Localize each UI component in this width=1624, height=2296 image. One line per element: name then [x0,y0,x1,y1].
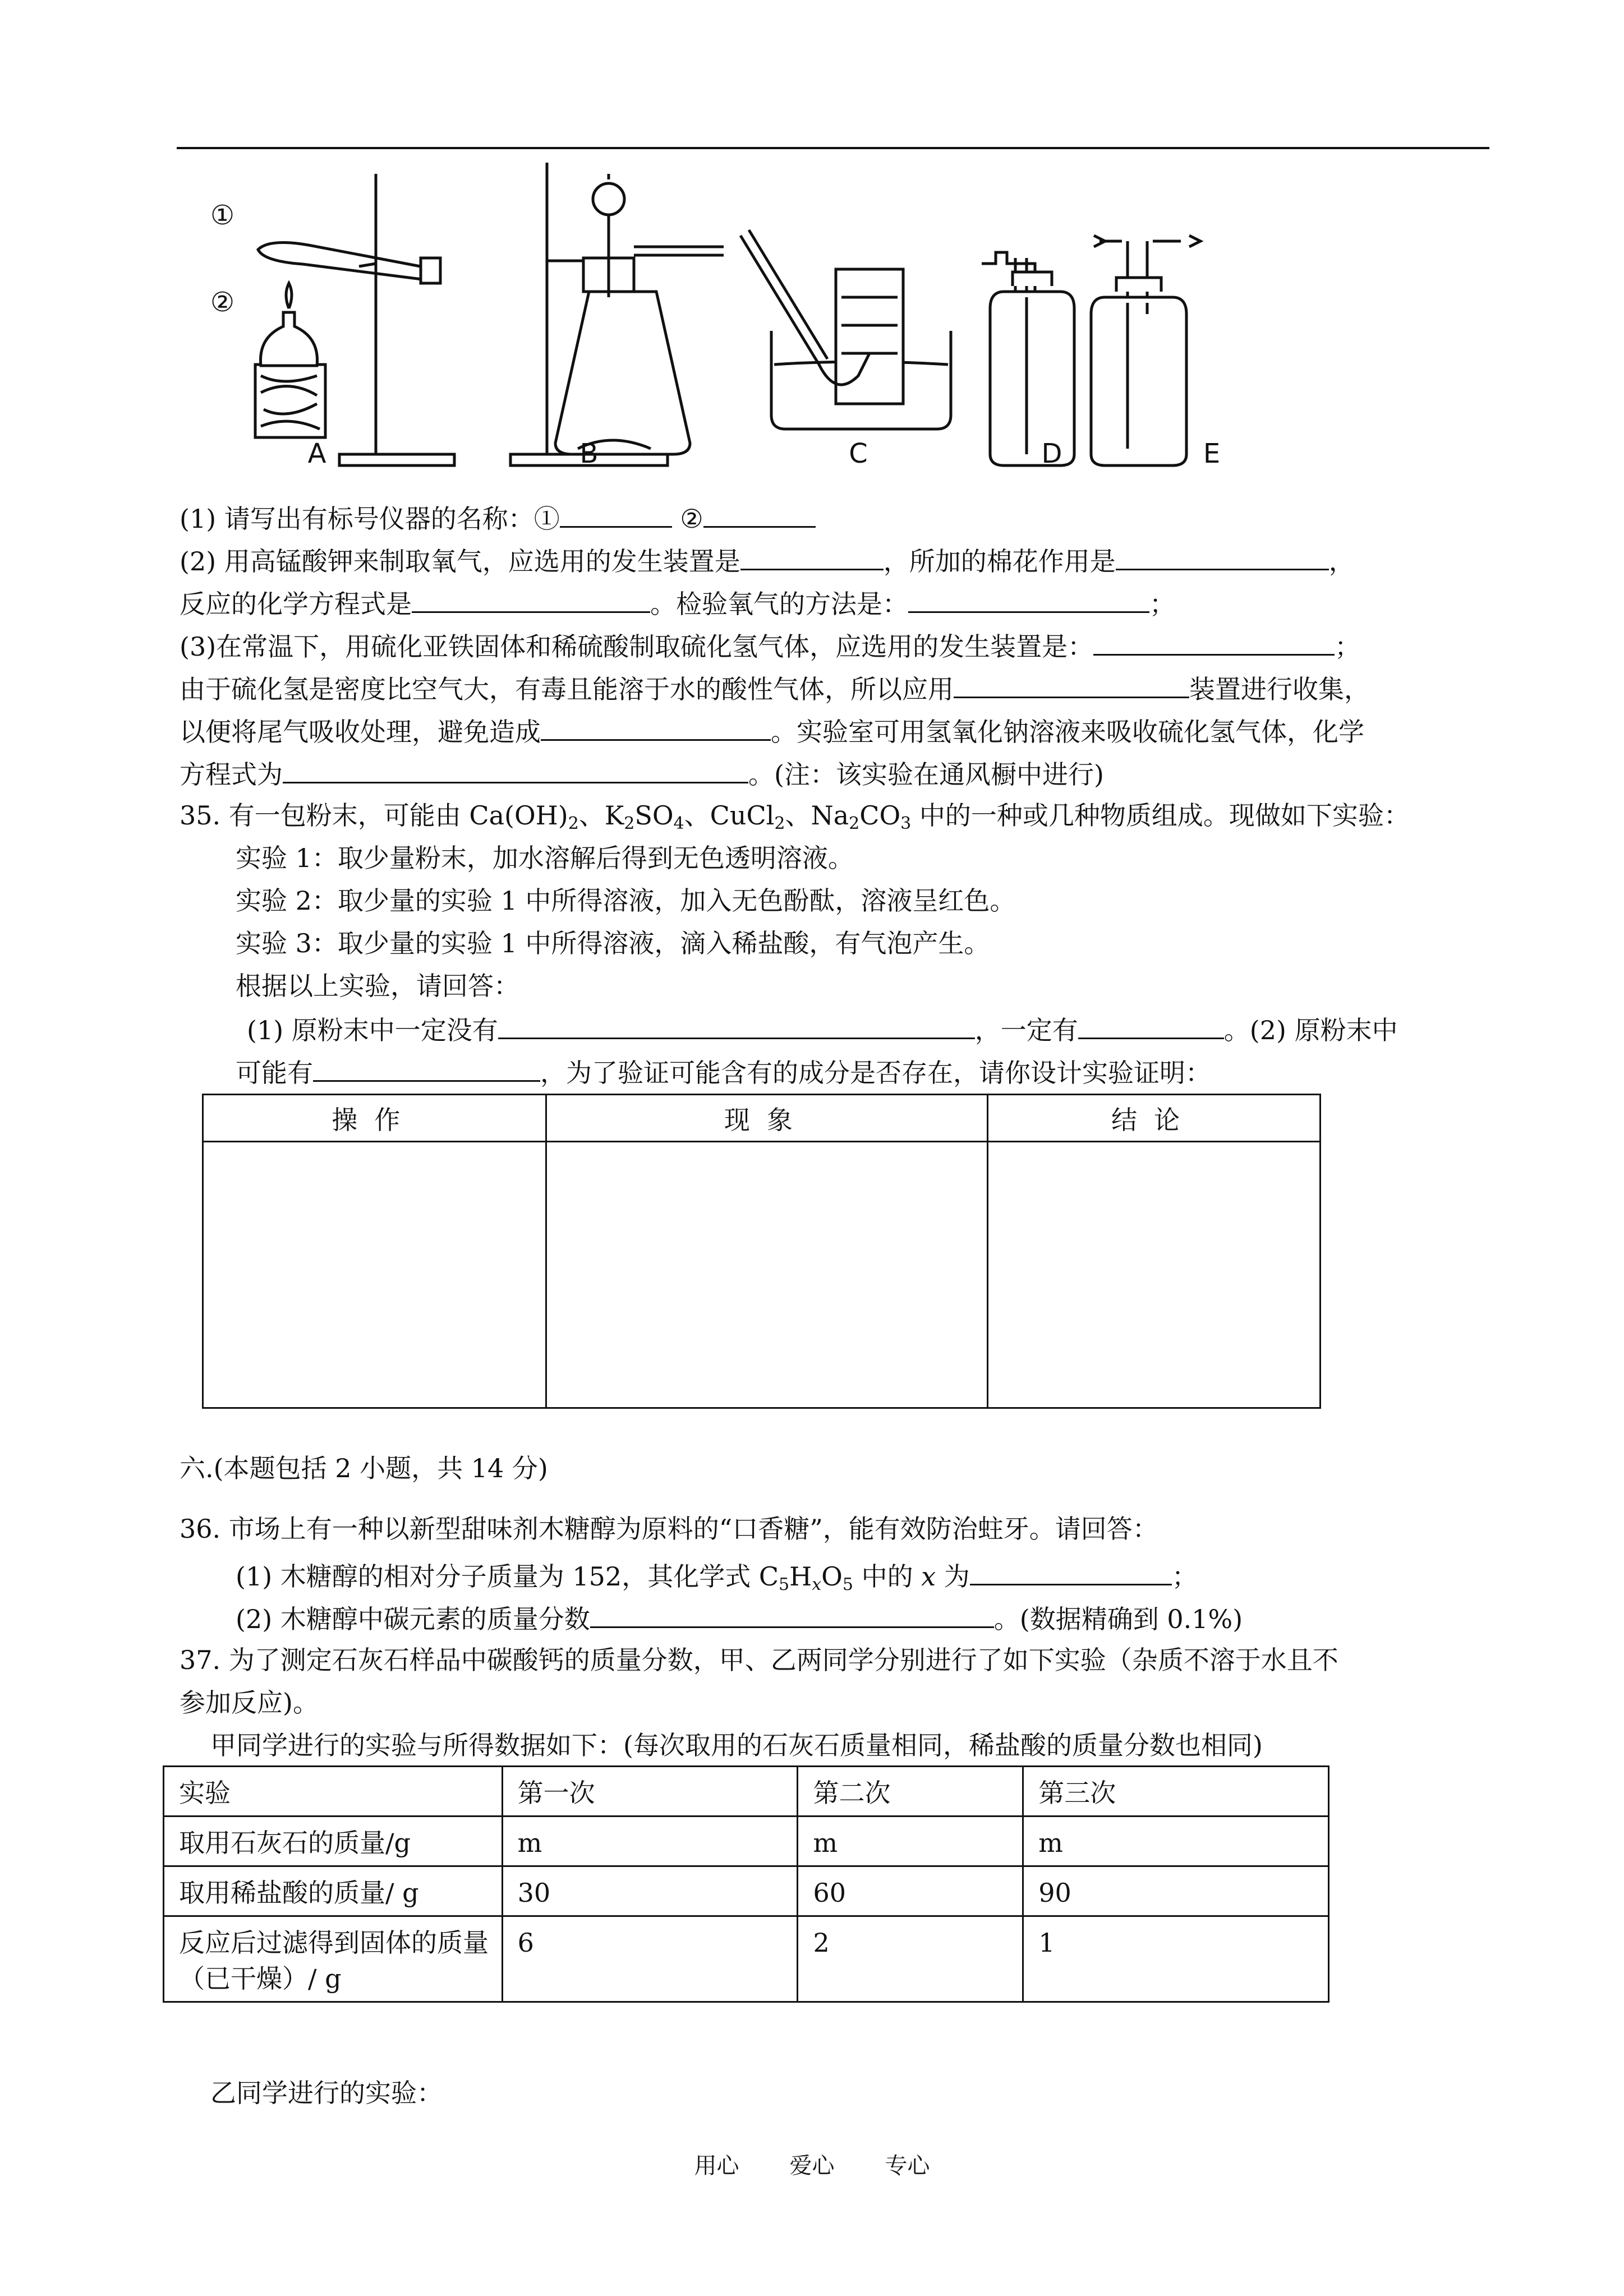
answer-blank[interactable] [412,584,650,613]
header-third: 第三次 [1023,1767,1329,1816]
answer-blank[interactable] [1116,542,1329,570]
answer-blank[interactable] [703,499,816,528]
answer-blank[interactable] [498,1011,975,1039]
cell-conclusion-input[interactable] [988,1142,1321,1408]
table-cell: 60 [798,1866,1023,1916]
footer-word: 用心 [694,2153,739,2179]
q34-part3-line2: 由于硫化氢是密度比空气大，有毒且能溶于水的酸性气体，所以应用 装置进行收集， [180,670,1370,707]
q35-exp2: 实验 2：取少量的实验 1 中所得溶液，加入无色酚酞，溶液呈红色。 [236,886,1016,916]
q37-stem-line1: 37. 为了测定石灰石样品中碳酸钙的质量分数，甲、乙两同学分别进行了如下实验（杂质不溶于水且不 [180,1645,1338,1675]
answer-blank[interactable] [1093,627,1335,656]
answer-blank[interactable] [740,542,884,570]
row-label: 取用石灰石的质量/g [164,1816,503,1866]
q35-exp3: 实验 3：取少量的实验 1 中所得溶液，滴入稀盐酸，有气泡产生。 [236,928,990,958]
table-row [164,1767,1329,1816]
q36-stem: 36. 市场上有一种以新型甜味剂木糖醇为原料的“口香糖”，能有效防治蛀牙。请回答： [180,1514,1158,1544]
q35-answer-line2: 可能有 ，为了验证可能含有的成分是否存在，请你设计实验证明： [236,1053,1211,1091]
marker-2: ② [210,287,235,318]
table-cell: 2 [798,1916,1023,2002]
table-cell: m [798,1816,1023,1866]
cell-phenomenon-input[interactable] [546,1142,988,1408]
apparatus-d [982,252,1074,465]
apparatus-e [1091,236,1200,465]
answer-blank[interactable] [313,1053,540,1082]
q37-yi-intro: 乙同学进行的实验： [210,2078,443,2108]
table-cell: m [1023,1816,1329,1866]
q37-stem-line2: 参加反应)。 [180,1688,319,1718]
label-c: C [849,438,868,469]
q36-part1: (1) 木糖醇的相对分子质量为 152，其化学式 $C_5H_xO_5$ 中的 x 为 ； [236,1557,1198,1603]
table-cell: 6 [502,1916,798,2002]
answer-blank[interactable] [970,1557,1172,1585]
table-cell: m [502,1816,798,1866]
answer-blank[interactable] [908,584,1149,613]
q35-stem: 35. 有一包粉末，可能由 $Ca(OH)_2$、$K_2SO_4$、CuCl$_2$、$Na_2CO_3$ 中的一种或几种物质组成。现做如下实验： [180,800,1410,833]
table-row [203,1142,1321,1408]
label-a: A [307,438,326,469]
table-cell: 30 [502,1866,798,1916]
header-conclusion: 结论 [988,1095,1321,1142]
apparatus-figure [196,157,1262,482]
table-row [164,1916,1329,2002]
table-cell: 1 [1023,1916,1329,2002]
apparatus-c [740,230,951,429]
apparatus-a [255,174,454,465]
header-operation: 操作 [203,1095,546,1142]
answer-blank[interactable] [590,1599,994,1628]
footer-word: 爱心 [789,2153,835,2179]
header-second: 第二次 [798,1767,1023,1816]
section-6-heading: 六.(本题包括 2 小题，共 14 分) [180,1453,548,1483]
q34-part3-line1: (3)在常温下，用硫化亚铁固体和稀硫酸制取硫化氢气体，应选用的发生装置是： ； [180,627,1360,665]
table-row [164,1866,1329,1916]
q37-data-table [163,1765,1329,2003]
answer-blank[interactable] [954,670,1189,698]
label-b: B [579,438,599,469]
q35-exp1: 实验 1：取少量粉末，加水溶解后得到无色透明溶液。 [236,843,854,873]
answer-blank[interactable] [1078,1011,1224,1039]
q36-part2: (2) 木糖醇中碳元素的质量分数 。(数据精确到 0.1%) [236,1599,1243,1637]
header-first: 第一次 [502,1767,798,1816]
table-row [164,1816,1329,1866]
answer-blank[interactable] [283,755,748,783]
q34-part2-line1: (2) 用高锰酸钾来制取氧气，应选用的发生装置是 ，所加的棉花作用是 ， [180,542,1355,579]
footer-word: 专心 [885,2153,930,2179]
label-d: D [1041,438,1062,469]
header-phenomenon: 现象 [546,1095,988,1142]
marker-1: ① [210,200,235,231]
q34-part2-line2: 反应的化学方程式是 。检验氧气的方法是： ； [180,584,1175,622]
q37-jia-intro: 甲同学进行的实验与所得数据如下：(每次取用的石灰石质量相同，稀盐酸的质量分数也相同) [210,1730,1263,1760]
label-e: E [1203,438,1221,469]
q35-ask: 根据以上实验，请回答： [236,971,519,1001]
q35-design-table [202,1094,1321,1409]
header-experiment: 实验 [164,1767,503,1816]
table-header-row [203,1095,1321,1142]
row-label: 反应后过滤得到固体的质量（已干燥）/ g [164,1916,503,2002]
apparatus-b [510,163,724,465]
q34-part3-line3: 以便将尾气吸收处理，避免造成 。实验室可用氢氧化钠溶液来吸收硫化氢气体，化学 [180,712,1364,750]
q34-part1: (1) 请写出有标号仪器的名称：① ② [180,499,816,537]
q35-answer-line1: (1) 原粉末中一定没有 ，一定有 。(2) 原粉末中 [247,1011,1398,1048]
header-rule [177,147,1489,149]
cell-operation-input[interactable] [203,1142,546,1408]
page-footer [0,2148,1624,2180]
table-cell: 90 [1023,1866,1329,1916]
answer-blank[interactable] [541,712,771,741]
q34-part3-line4: 方程式为 。(注：该实验在通风橱中进行) [180,755,1104,792]
row-label: 取用稀盐酸的质量/ g [164,1866,503,1916]
answer-blank[interactable] [560,499,672,528]
